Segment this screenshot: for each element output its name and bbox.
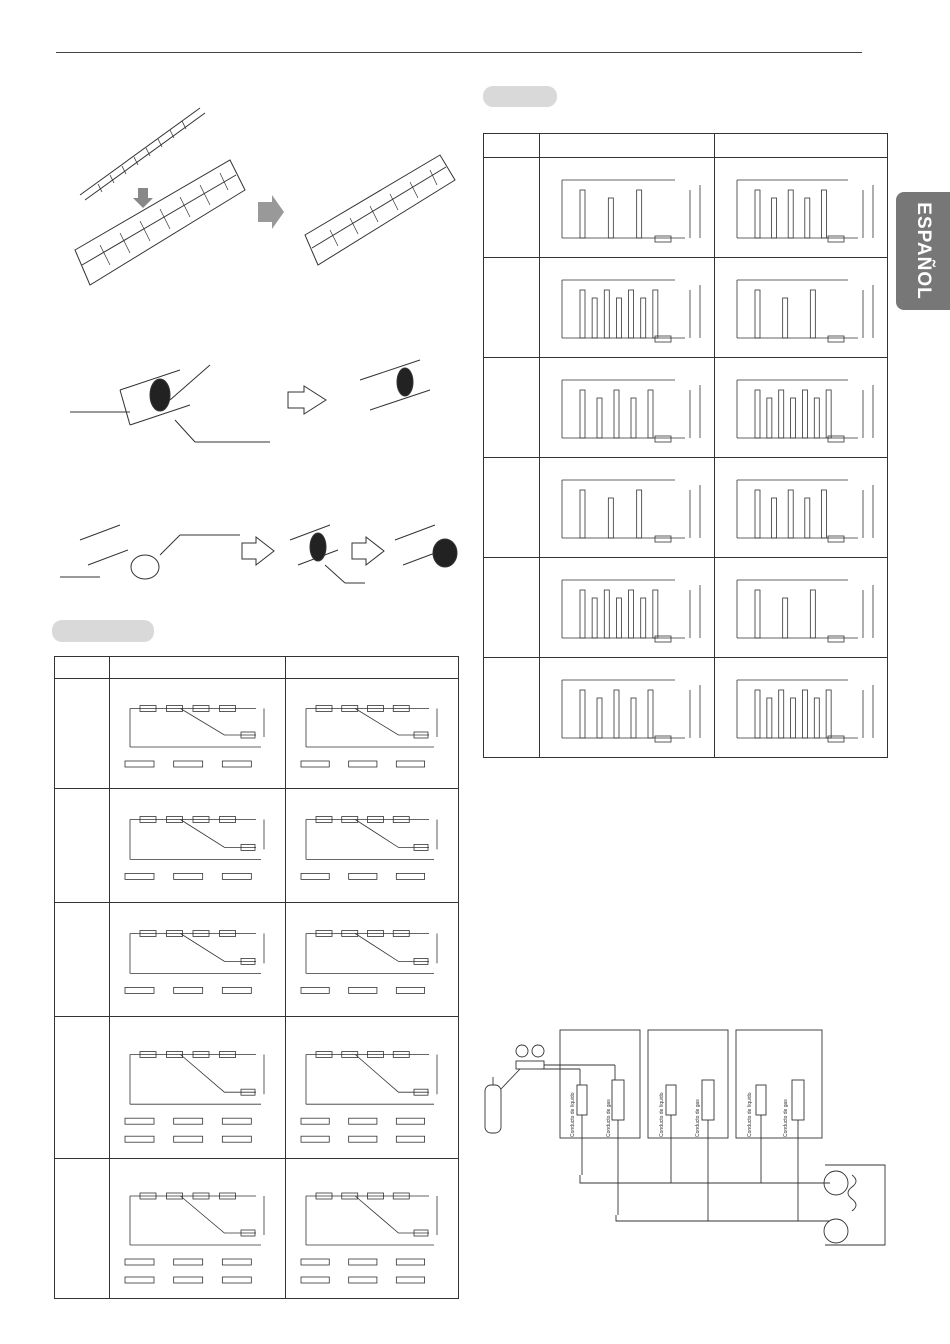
right-diagram-3b [715,358,888,458]
left-diagram-4b [286,1017,459,1159]
liquid-pipe-label-1: Conducto de líquido [570,1092,576,1137]
taping-illustration-2 [60,515,470,600]
section-pill-right [483,86,557,107]
right-diagram-5a [540,558,715,658]
right-diagram-2b [715,258,888,358]
right-diagram-4b [715,458,888,558]
left-diagram-5b [286,1159,459,1299]
left-header-cell-3 [286,657,459,679]
gas-pipe-label-3: Conducto de gas [783,1099,789,1137]
right-diagram-4a [540,458,715,558]
left-diagram-3b [286,903,459,1017]
left-header-cell-1 [55,657,110,679]
liquid-pipe-label-2: Conducto de líquido [659,1092,665,1137]
left-pipe-table [54,656,459,1299]
left-diagram-5a [110,1159,286,1299]
right-diagram-6a [540,658,715,758]
right-header-cell-2 [540,134,715,158]
right-diagram-1a [540,158,715,258]
top-rule [56,52,862,53]
left-diagram-1b [286,679,459,789]
right-diagram-3a [540,358,715,458]
right-diagram-2a [540,258,715,358]
right-pipe-table [483,133,888,758]
language-tab[interactable] [896,192,950,310]
right-diagram-1b [715,158,888,258]
pipe-illustration [60,100,470,310]
right-header-cell-3 [715,134,888,158]
section-pill-left [52,620,154,642]
right-diagram-5b [715,558,888,658]
left-header-cell-2 [110,657,286,679]
liquid-pipe-label-3: Conducto de líquido [747,1092,753,1137]
left-diagram-1a [110,679,286,789]
right-diagram-6b [715,658,888,758]
gas-pipe-label-2: Conducto de gas [695,1099,701,1137]
left-diagram-4a [110,1017,286,1159]
pressure-test-diagram [480,1025,890,1255]
right-header-cell-1 [484,134,540,158]
language-tab-label: ESPAÑOL [913,202,934,300]
gas-pipe-label-1: Conducto de gas [606,1099,612,1137]
left-diagram-2a [110,789,286,903]
taping-illustration-1 [60,350,470,450]
left-diagram-3a [110,903,286,1017]
left-diagram-2b [286,789,459,903]
